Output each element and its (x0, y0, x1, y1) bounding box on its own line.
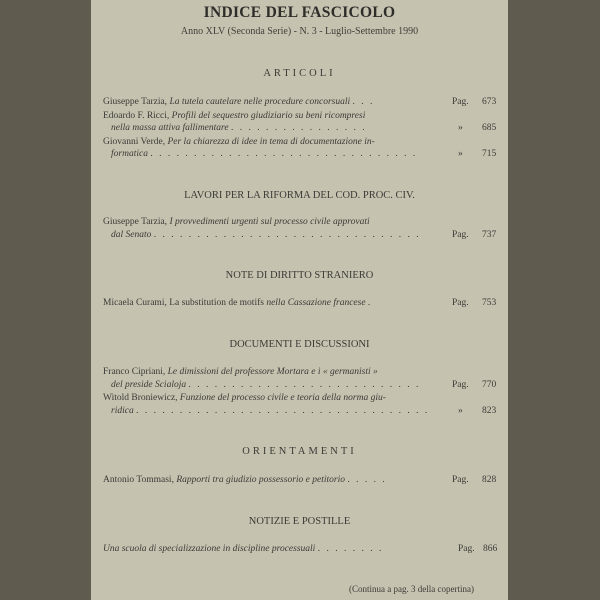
entry-line (103, 543, 383, 555)
entry-line (103, 366, 378, 378)
page-number: 823 (482, 406, 497, 416)
continuation-note: (Continua a pag. 3 della copertina) (349, 584, 474, 594)
author: Giuseppe Tarzia, (103, 217, 168, 227)
dot-leader: . . . . . . . . . . . . . . . . (230, 123, 367, 133)
page-number: 866 (483, 544, 498, 554)
article-title-cont: formatica (111, 149, 148, 159)
author: Franco Cipriani, (103, 367, 166, 377)
entry-line (103, 392, 386, 404)
dot-leader: . . . . . (347, 475, 387, 485)
entry-line (103, 297, 372, 309)
index-page (91, 0, 508, 600)
page-prefix: Pag. (452, 298, 469, 308)
article-title: La tutela cautelare nelle procedure concorsuali (169, 97, 351, 107)
page-number: 828 (482, 475, 497, 485)
author: Witold Broniewicz, (103, 393, 178, 403)
entry-line-cont (111, 148, 417, 160)
dot-leader: . (367, 298, 373, 308)
article-title: Rapporti tra giudizio possessorio e petitorio (176, 475, 345, 485)
article-title: Funzione del processo civile e teoria della norma giu- (179, 393, 386, 403)
page-number: 737 (482, 230, 497, 240)
page-number: 753 (482, 298, 497, 308)
author: Edoardo F. Ricci, (103, 111, 170, 121)
page-prefix: » (458, 406, 463, 416)
article-title-cont: ridica (111, 406, 134, 416)
author: Micaela Curami, (103, 298, 167, 308)
article-title: Le dimissioni del professore Mortara e i « germanisti » (167, 367, 378, 377)
issue-info: Anno XLV (Seconda Serie) - N. 3 - Luglio-Settembre 1990 (180, 26, 419, 37)
dot-leader: . . . . . . . . . . . . . . . . . . . . . . . . . . . . . . . (150, 149, 418, 159)
page-prefix: » (458, 123, 463, 133)
entry-line-cont (111, 229, 421, 241)
entry-line-cont (111, 405, 429, 417)
section-heading-notizie: NOTIZIE E POSTILLE (248, 516, 351, 527)
page-number: 770 (482, 380, 497, 390)
section-heading-orientamenti: ORIENTAMENTI (242, 446, 357, 457)
page-title: INDICE DEL FASCICOLO (203, 4, 396, 21)
page-prefix: » (458, 149, 463, 159)
page-prefix: Pag. (452, 97, 469, 107)
entry-line (103, 474, 387, 486)
page-prefix: Pag. (452, 230, 469, 240)
article-title-cont: nella Cassazione francese (266, 298, 366, 308)
article-title: La substitution de motifs (169, 298, 264, 308)
article-title-cont: nella massa attiva fallimentare (111, 123, 229, 133)
page-number: 673 (482, 97, 497, 107)
section-heading-documenti: DOCUMENTI E DISCUSSIONI (229, 339, 370, 350)
dot-leader: . . . . . . . . . . . . . . . . . . . . . . . . . . . (188, 380, 421, 390)
page-prefix: Pag. (452, 380, 469, 390)
dot-leader: . . . (352, 97, 375, 107)
author: Giovanni Verde, (103, 137, 166, 147)
article-title-cont: dal Senato (111, 230, 152, 240)
section-heading-articoli: ARTICOLI (263, 68, 336, 79)
entry-line (103, 136, 375, 148)
article-title: Profili del sequestro giudiziario su beni ricompresi (171, 111, 366, 121)
entry-line-cont (111, 379, 420, 391)
dot-leader: . . . . . . . . . . . . . . . . . . . . . . . . . . . . . . . (153, 230, 421, 240)
entry-line-cont (111, 122, 367, 134)
article-title: Una scuola di specializzazione in discipline processuali (103, 544, 316, 554)
section-heading-lavori: LAVORI PER LA RIFORMA DEL COD. PROC. CIV. (184, 190, 415, 201)
page-number: 685 (482, 123, 497, 133)
entry-line (103, 110, 365, 122)
dot-leader: . . . . . . . . . . . . . . . . . . . . . . . . . . . . . . . . . . (136, 406, 430, 416)
author: Giuseppe Tarzia, (103, 97, 168, 107)
section-heading-note: NOTE DI DIRITTO STRANIERO (225, 270, 374, 281)
dot-leader: . . . . . . . . (317, 544, 384, 554)
author: Antonio Tommasi, (103, 475, 174, 485)
entry-line (103, 216, 370, 228)
page-number: 715 (482, 149, 497, 159)
article-title: Per la chiarezza di idee in tema di documentazione in- (167, 137, 375, 147)
article-title-cont: del preside Scialoja (111, 380, 187, 390)
entry-line (103, 96, 374, 108)
page-prefix: Pag. (452, 475, 469, 485)
page-prefix: Pag. (458, 544, 475, 554)
article-title: I provvedimenti urgenti sul processo civile approvati (169, 217, 370, 227)
